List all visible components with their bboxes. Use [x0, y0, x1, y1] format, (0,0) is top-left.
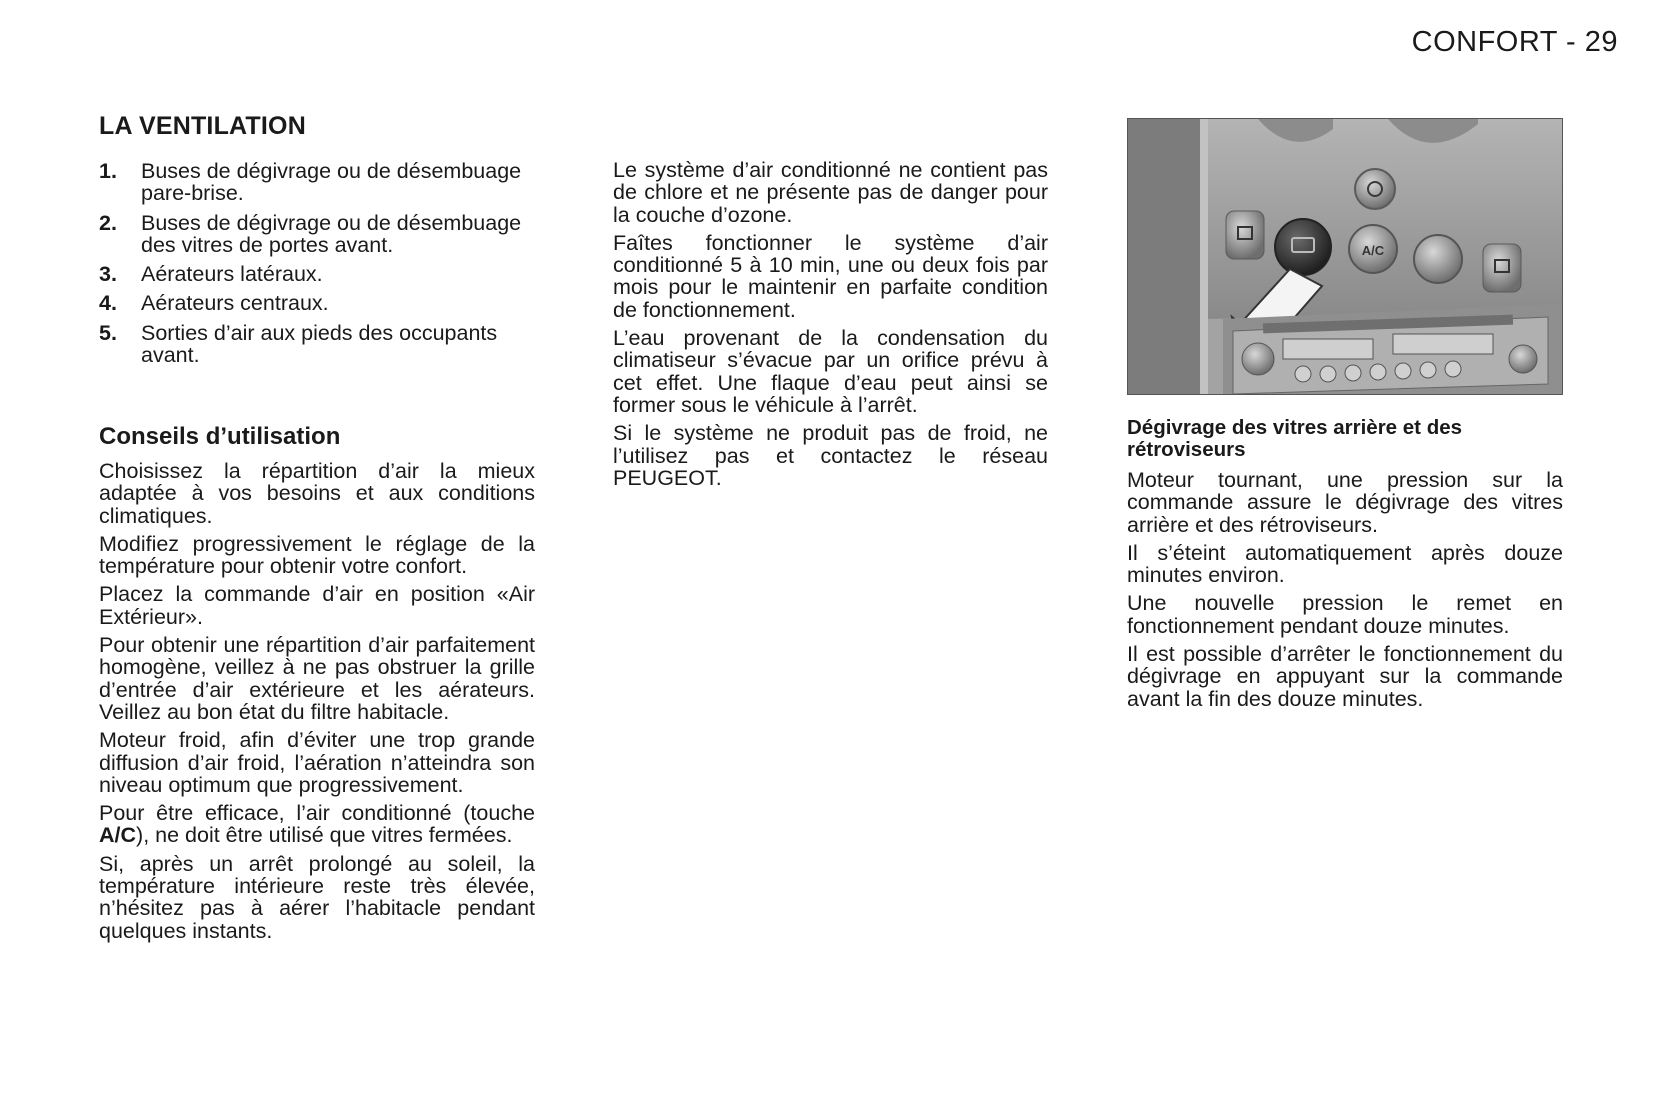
paragraph: Le système d’air conditionné ne contient pas de chlore et ne présente pas de danger pour la couche d’ozone.	[613, 158, 1048, 227]
ventilation-list	[99, 160, 535, 373]
paragraph: L’eau provenant de la condensation du climatiseur s’évacue par un orifice prévu à cet effet. Une flaque d’eau peut ainsi se former sous le véhicule à l’arrêt.	[613, 326, 1048, 417]
conseils-body	[99, 460, 535, 948]
list-item-text: Buses de dégivrage ou de désembuage pare-brise.	[141, 159, 522, 206]
list-item-text: Aérateurs centraux.	[141, 291, 329, 316]
list-item	[99, 212, 535, 257]
paragraph: Il est possible d’arrêter le fonctionnement du dégivrage en appuyant sur la commande avant la fin des douze minutes.	[1127, 642, 1563, 711]
text-run: Pour être efficace, l’air conditionné (touche	[99, 801, 535, 826]
list-item	[99, 322, 535, 367]
paragraph: Modifiez progressivement le réglage de la température pour obtenir votre confort.	[99, 531, 535, 579]
paragraph: Il s’éteint automatiquement après douze minutes environ.	[1127, 540, 1563, 588]
list-item-text: Buses de dégivrage ou de désembuage des vitres de portes avant.	[141, 210, 522, 257]
paragraph: Une nouvelle pression le remet en fonctionnement pendant douze minutes.	[1127, 591, 1563, 638]
paragraph: Choisissez la répartition d’air la mieux adaptée à vos besoins et aux conditions climatiques.	[99, 459, 535, 528]
ac-button-label: A/C	[1361, 243, 1385, 258]
list-item-number: 1.	[99, 159, 117, 183]
paragraph: Moteur froid, afin d’éviter une trop grande diffusion d’air froid, l’aération n’atteindra son niveau optimum que progressivement.	[99, 728, 535, 797]
list-item	[99, 292, 535, 314]
list-item-number: 2.	[99, 210, 117, 235]
paragraph: Moteur tournant, une pression sur la commande assure le dégivrage des vitres arrière et des rétroviseurs.	[1127, 468, 1563, 537]
paragraph: Placez la commande d’air en position «Air Extérieur».	[99, 582, 535, 629]
paragraph-ac	[99, 802, 535, 847]
section-title-conseils: Conseils d’utilisation	[99, 423, 341, 450]
list-item-text: Sorties d’air aux pieds des occupants avant.	[141, 320, 498, 368]
list-item-text: Aérateurs latéraux.	[141, 262, 323, 287]
ac-key-label: A/C	[99, 823, 137, 848]
dashboard-illustration	[1128, 119, 1562, 394]
list-item-number: 5.	[99, 320, 117, 345]
paragraph: Si le système ne produit pas de froid, ne l’utilisez pas et contactez le réseau PEUGEOT.	[613, 421, 1048, 490]
section-title-degivrage: Dégivrage des vitres arrière et des rétroviseurs	[1127, 416, 1463, 461]
list-item-number: 4.	[99, 291, 117, 316]
climatisation-body	[613, 159, 1048, 495]
paragraph: Si, après un arrêt prolongé au soleil, la température intérieure reste très élevée, n’hésitez pas à aérer l’habitacle pendant quelques instants.	[99, 851, 535, 943]
text-run: ), ne doit être utilisé que vitres fermées.	[136, 823, 513, 848]
list-item	[99, 263, 535, 285]
page-header: CONFORT - 29	[1411, 26, 1618, 58]
list-item-number: 3.	[99, 262, 117, 287]
degivrage-body	[1127, 469, 1563, 716]
paragraph: Pour obtenir une répartition d’air parfaitement homogène, veillez à ne pas obstruer la grille d’entrée d’air extérieure et les aérateurs. Veillez au bon état du filtre habitacle.	[99, 633, 535, 724]
dashboard-photo	[1127, 118, 1563, 395]
paragraph: Faîtes fonctionner le système d’air conditionné 5 à 10 min, une ou deux fois par mois pour le maintenir en parfaite condition de fonctionnement.	[613, 230, 1048, 322]
section-title-ventilation: LA VENTILATION	[99, 112, 306, 140]
list-item	[99, 160, 535, 205]
